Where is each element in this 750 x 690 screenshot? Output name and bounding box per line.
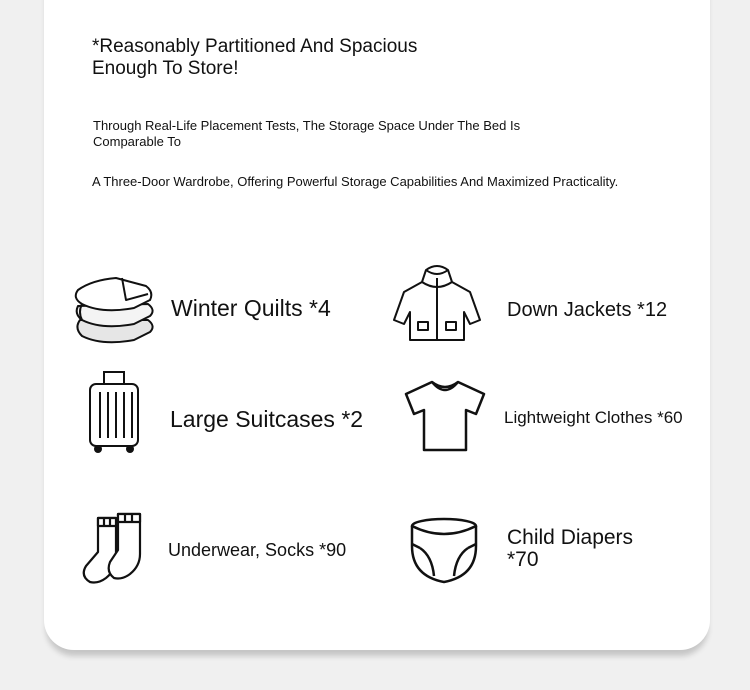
jacket-icon — [392, 264, 482, 344]
description-paragraph-1: Through Real-Life Placement Tests, The Storage Space Under The Bed Is Comparable To — [93, 118, 521, 149]
item-label-down-jackets: Down Jackets *12 — [507, 299, 668, 321]
suitcase-icon — [86, 370, 142, 454]
headline: *Reasonably Partitioned And Spacious Enough To Store! — [92, 36, 418, 79]
description-paragraph-2: A Three-Door Wardrobe, Offering Powerful Storage Capabilities And Maximized Practicality. — [92, 174, 619, 189]
item-label-underwear-socks: Underwear, Socks *90 — [168, 540, 347, 560]
tshirt-icon — [404, 380, 486, 452]
item-label-child-diapers: Child Diapers *70 — [507, 526, 634, 571]
quilts-icon — [72, 272, 156, 346]
item-label-large-suitcases: Large Suitcases *2 — [170, 406, 364, 432]
item-label-lightweight-clothes: Lightweight Clothes *60 — [504, 408, 683, 427]
diaper-icon — [408, 516, 480, 586]
socks-icon — [80, 512, 142, 586]
item-label-winter-quilts: Winter Quilts *4 — [171, 295, 331, 321]
